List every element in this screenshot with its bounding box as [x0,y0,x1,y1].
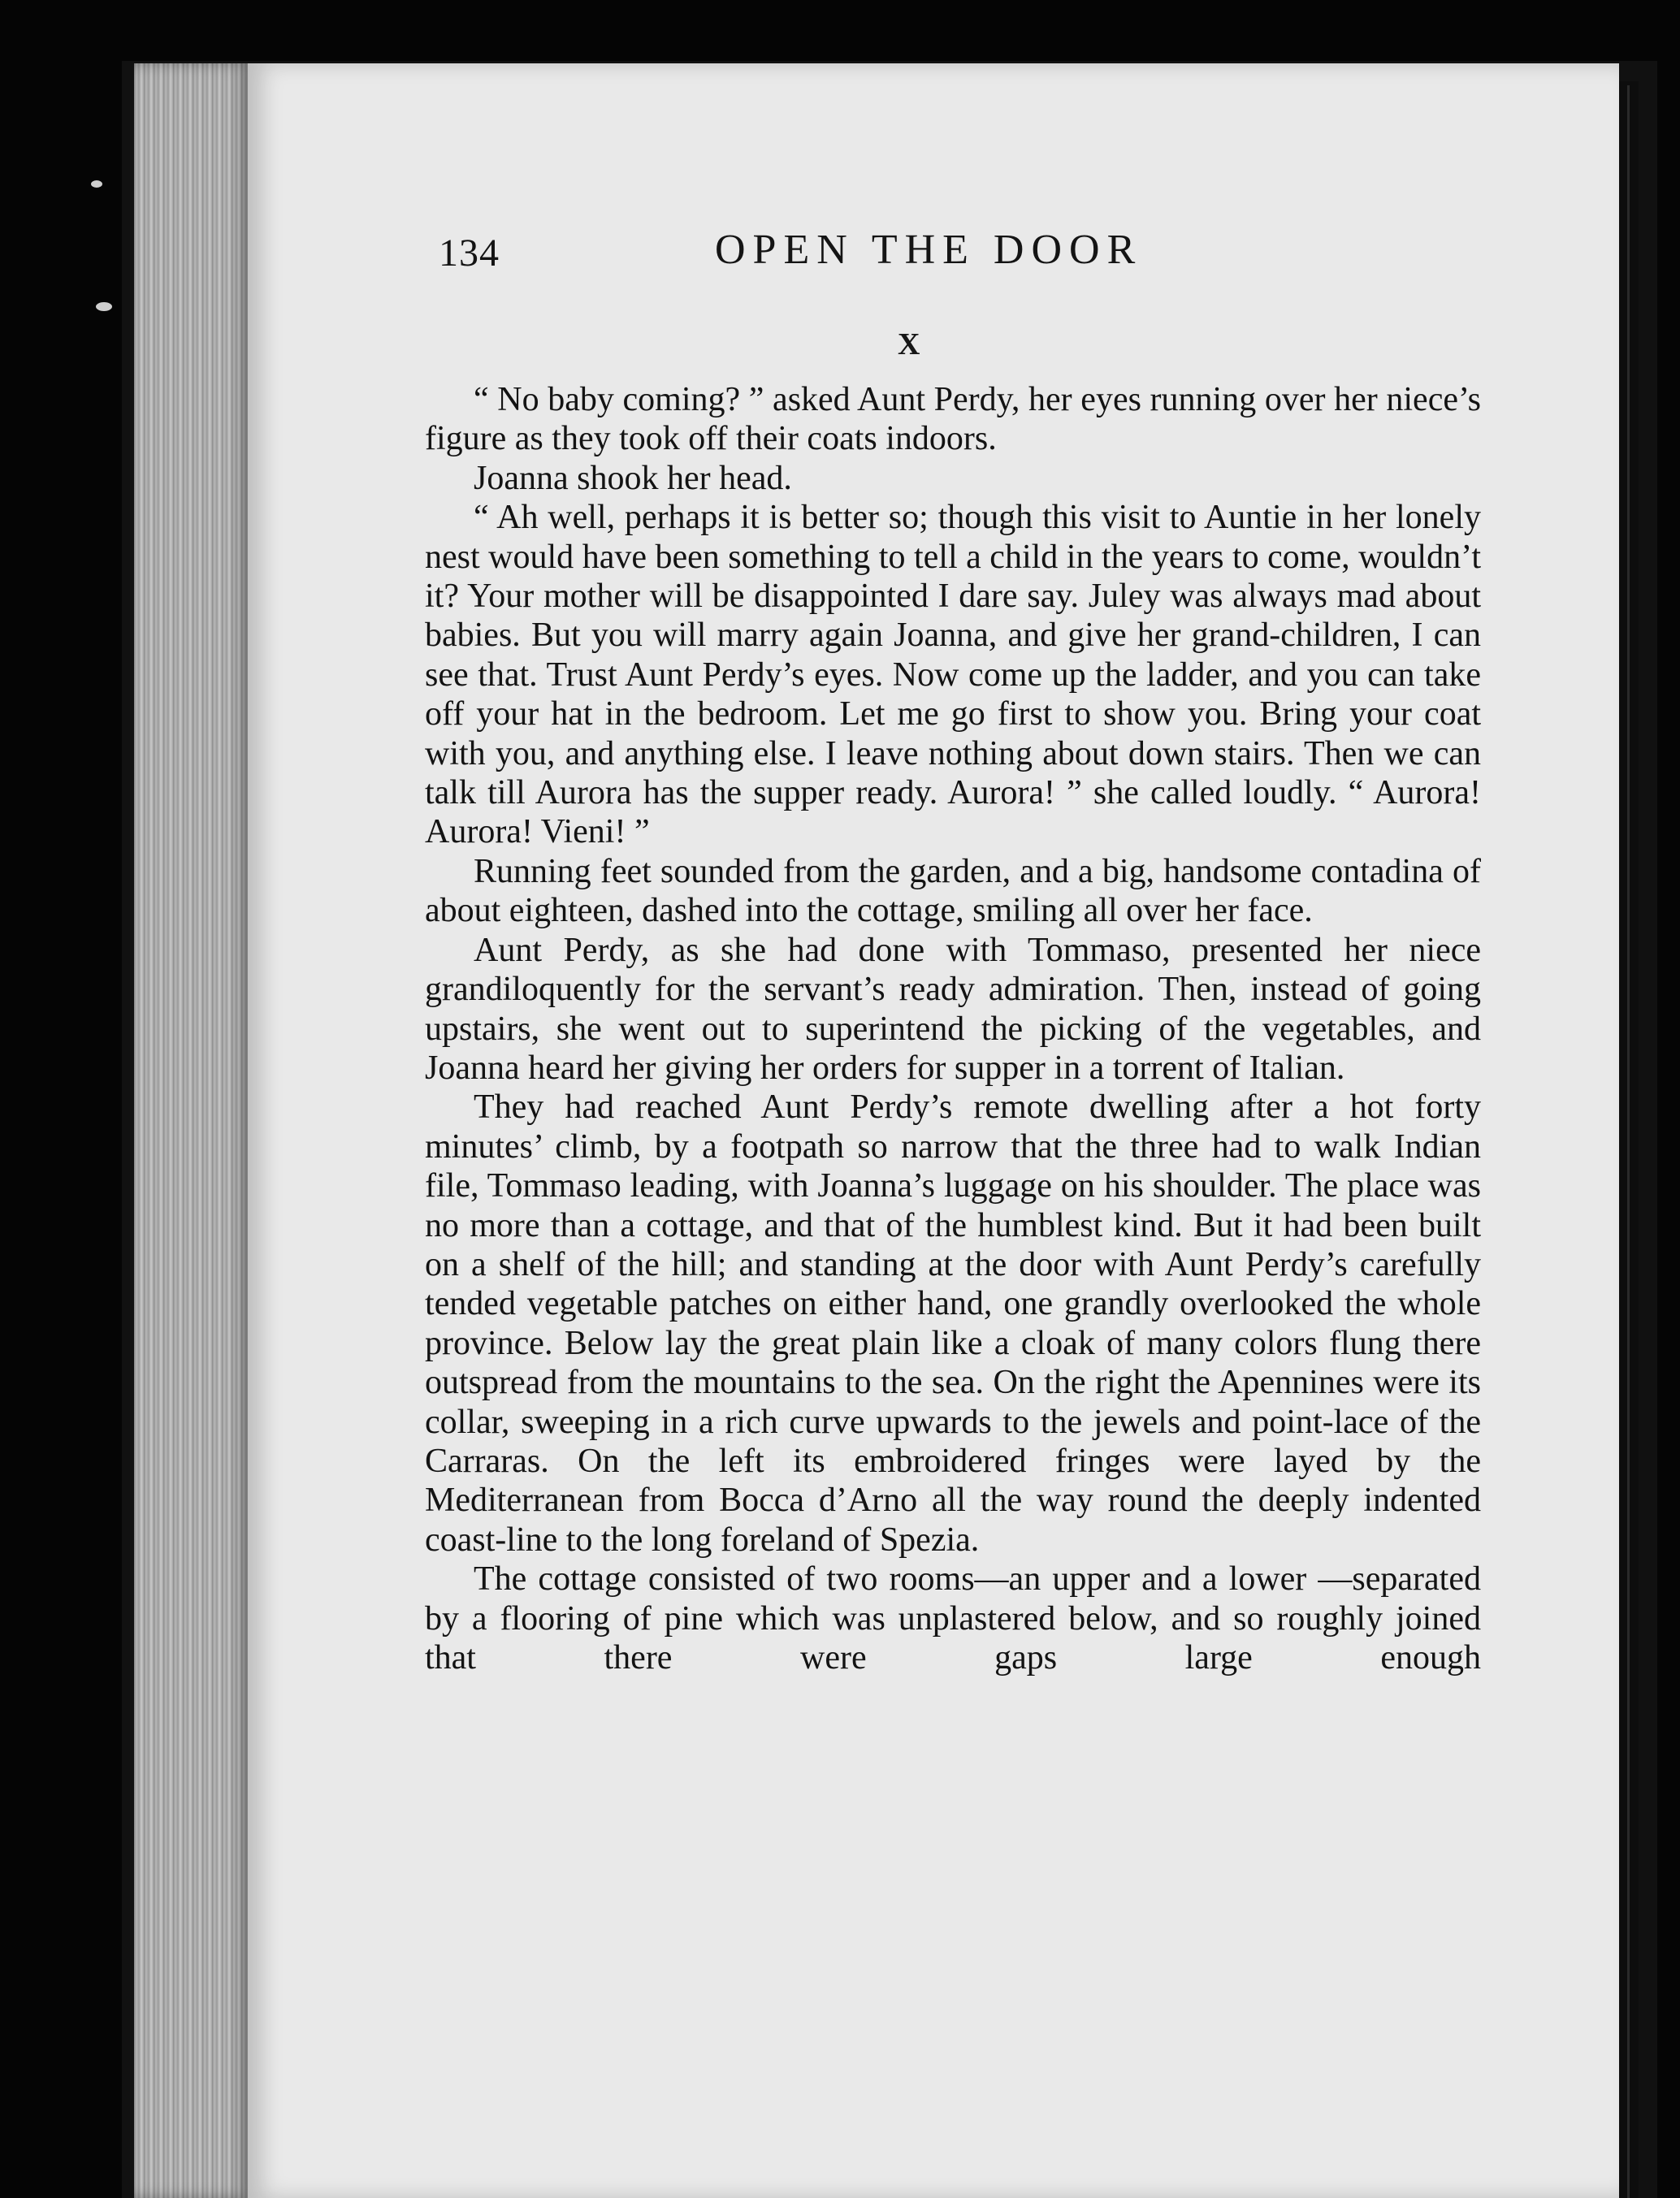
running-title: OPEN THE DOOR [715,227,1143,273]
page-number: 134 [439,231,500,275]
paragraph: Joanna shook her head. [474,459,792,497]
paragraph: Running feet sounded from the garden, and a big, handsome contadina of about eighteen, dashed into the cottage, smiling all over her face. [425,852,1481,930]
body-text [425,380,1481,1677]
scan-speck [91,180,102,188]
running-head [439,226,1479,283]
right-edge-rule [1627,85,1630,2198]
page-edges [134,63,252,2198]
paragraph: “ Ah well, perhaps it is better so; though this visit to Auntie in her lonely nest would have been something to tell a child in the years to come, wouldn’t it? Your mother will be disappointed I dare say. Juley was always mad about babies. But you will marry again Joanna, and give her grand-children, I can see that. Trust Aunt Perdy’s eyes. Now come up the ladder, and you can take off your hat in the bedroom. Let me go first to show you. Bring your coat with you, and anything else. I leave nothing about down stairs. Then we can talk till Aurora has the supper ready. Aurora! ” she called loudly. “ Aurora! Aurora! Vieni! ” [425,499,1481,851]
paragraph: Aunt Perdy, as she had done with Tommaso, presented her niece grandiloquently for the servant’s ready admiration. Then, instead of going upstairs, she went out to superintend the picking of the vegetables, and Joanna heard her giving her orders for supper in a torrent of Italian. [425,931,1481,1087]
paragraph: “ No baby coming? ” asked Aunt Perdy, her eyes running over her niece’s figure as they took off their coats indoors. [425,381,1481,458]
scan-speck [96,302,112,311]
paragraph: The cottage consisted of two rooms—an upper and a lower —separated by a flooring of pine which was unplastered below, and so roughly joined that there were gaps large enough [425,1560,1481,1677]
paragraph: They had reached Aunt Perdy’s remote dwelling after a hot forty minutes’ climb, by a footpath so narrow that the three had to walk Indian file, Tommaso leading, with Joanna’s luggage on his shoulder. The place was no more than a cottage, and that of the humblest kind. But it had been built on a shelf of the hill; and standing at the door with Aunt Perdy’s carefully tended vegetable patches on either hand, one grandly overlooked the whole province. Below lay the great plain like a cloak of many colors flung there outspread from the mountains to the sea. On the right the Apennines were its collar, sweeping in a rich curve upwards to the jewels and point-lace of the Carraras. On the left its embroidered fringes were layed by the Mediterranean from Bocca d’Arno all the way round the deeply indented coast-line to the long foreland of Spezia. [425,1088,1481,1559]
chapter-number: X [898,327,920,361]
